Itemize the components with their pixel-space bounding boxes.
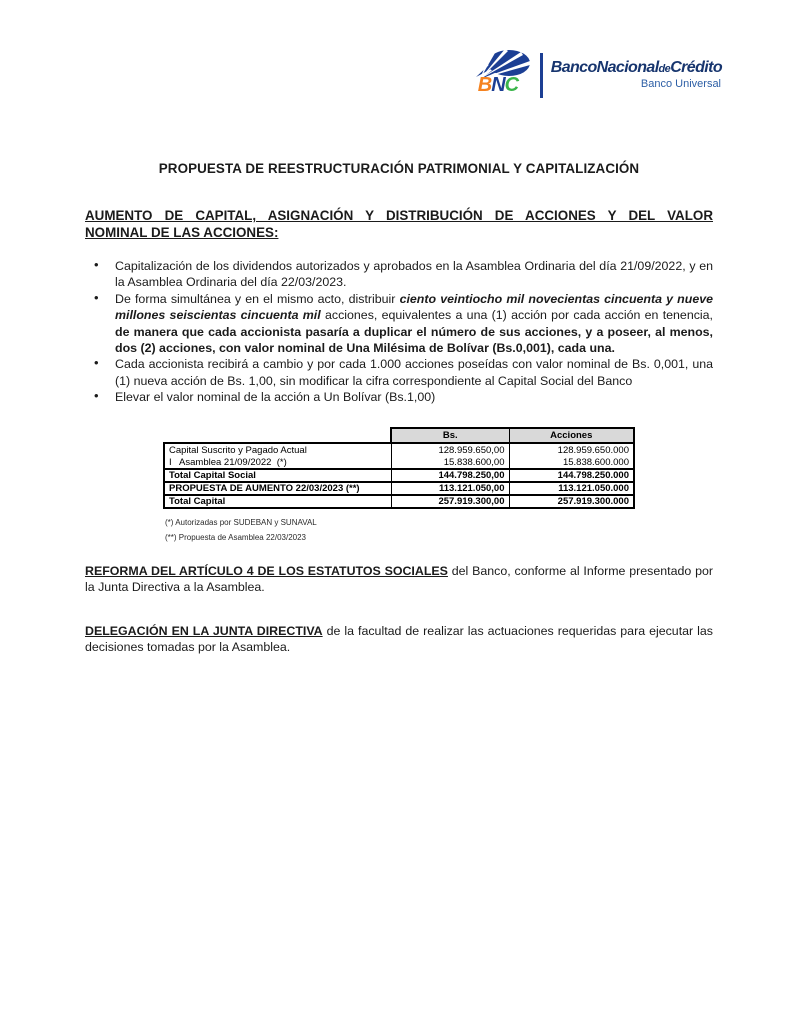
bnc-acronym — [478, 75, 518, 95]
row-label: I Asamblea 21/09/2022 (*) — [164, 456, 391, 469]
bank-name-main: BancoNacional — [550, 59, 659, 76]
logo-divider-bar — [540, 53, 543, 98]
bullet-canje-acciones — [85, 356, 713, 389]
text-segment: Cada accionista recibirá a cambio y por cada 1.000 acciones poseídas con valor nominal de Bs. 0,001, una (1) nueva acción de Bs. 1,00, sin modificar la cifra correspondiente al Capital Social del Banco — [115, 357, 713, 388]
bullet-capitalizacion — [85, 258, 713, 291]
bank-subtitle: Banco Universal — [640, 77, 721, 90]
logo-wordmark — [551, 60, 722, 99]
cell-bs: 257.919.300,00 — [391, 495, 509, 508]
text-segment: de la facultad de realizar las actuaciones requeridas para ejecutar las decisiones tomadas por la Asamblea. — [85, 624, 713, 655]
bnc-logo — [476, 49, 722, 99]
heading-line-1: AUMENTO DE CAPITAL, ASIGNACIÓN Y DISTRIBUCIÓN DE ACCIONES Y DEL VALOR — [85, 208, 713, 223]
text-segment: Capitalización de los dividendos autorizados y aprobados en la Asamblea Ordinaria del día 21/09/2022, y en la Asamblea Ordinaria del día 22/03/2023. — [115, 259, 713, 290]
footnote-sudeban: (*) Autorizadas por SUDEBAN y SUNAVAL — [165, 518, 317, 527]
column-header-bs: Bs. — [391, 428, 509, 443]
table-row-total-capital-social — [164, 469, 634, 482]
cell-bs: 144.798.250,00 — [391, 469, 509, 482]
table-row-total-capital — [164, 495, 634, 508]
row-label: Capital Suscrito y Pagado Actual — [164, 443, 391, 456]
cell-acciones: 113.121.050.000 — [509, 482, 634, 495]
text-segment: De forma simultánea y en el mismo acto, distribuir — [115, 291, 400, 306]
bullet-valor-nominal — [85, 389, 713, 405]
table-row-asamblea — [164, 456, 634, 469]
bank-name — [551, 60, 722, 77]
text-segment: ciento veintiocho mil novecientas cincuenta y nueve millones seiscientas cincuenta mil — [115, 291, 713, 323]
cell-bs: 113.121.050,00 — [391, 482, 509, 495]
text-segment: del Banco, conforme al Informe presentado por la Junta Directiva a la Asamblea. — [85, 564, 713, 595]
footnote-asamblea: (**) Propuesta de Asamblea 22/03/2023 — [165, 533, 306, 542]
table-row-capital-actual — [164, 443, 634, 456]
bnc-letter-c: C — [504, 74, 519, 96]
proposal-bullet-list — [85, 258, 713, 406]
table-row-propuesta-aumento — [164, 482, 634, 495]
bullet-distribucion — [85, 291, 713, 357]
row-label: Total Capital Social — [164, 469, 391, 482]
cell-acciones: 144.798.250.000 — [509, 469, 634, 482]
capital-table-block — [163, 427, 633, 545]
cell-acciones: 128.959.650.000 — [509, 443, 634, 456]
bank-name-de: de — [658, 63, 671, 75]
section-reforma-estatutos — [85, 563, 713, 596]
cell-bs: 15.838.600,00 — [391, 456, 509, 469]
column-header-acciones: Acciones — [509, 428, 634, 443]
table-footnotes — [163, 515, 633, 545]
table-header-row — [164, 428, 634, 443]
table-corner-cell — [164, 428, 391, 443]
heading-line-2: NOMINAL DE LAS ACCIONES: — [85, 225, 279, 240]
text-segment: Elevar el valor nominal de la acción a Un Bolívar (Bs.1,00) — [115, 390, 436, 405]
cell-acciones: 15.838.600.000 — [509, 456, 634, 469]
capital-table — [163, 427, 635, 509]
text-segment: REFORMA DEL ARTÍCULO 4 DE LOS ESTATUTOS SOCIALES — [85, 564, 448, 578]
main-section-heading — [85, 207, 713, 241]
text-segment: DELEGACIÓN EN LA JUNTA DIRECTIVA — [85, 624, 323, 638]
bank-name-credito: Crédito — [670, 59, 722, 76]
cell-bs: 128.959.650,00 — [391, 443, 509, 456]
bnc-globe-icon — [476, 49, 532, 99]
text-segment: de manera que cada accionista pasaría a duplicar el número de sus acciones, y a poseer, al menos, dos (2) acciones, con valor nominal de Una Milésima de Bolívar (Bs.0,001), cada una. — [115, 324, 713, 356]
document-title: PROPUESTA DE REESTRUCTURACIÓN PATRIMONIAL Y CAPITALIZACIÓN — [158, 161, 640, 176]
section-delegacion-junta — [85, 623, 713, 656]
bnc-letter-n: N — [491, 74, 505, 96]
row-label: Total Capital — [164, 495, 391, 508]
cell-acciones: 257.919.300.000 — [509, 495, 634, 508]
bnc-letter-b: B — [477, 74, 492, 96]
text-segment: acciones, equivalentes a una (1) acción por cada acción en tenencia, — [320, 308, 713, 323]
row-label: PROPUESTA DE AUMENTO 22/03/2023 (**) — [164, 482, 391, 495]
